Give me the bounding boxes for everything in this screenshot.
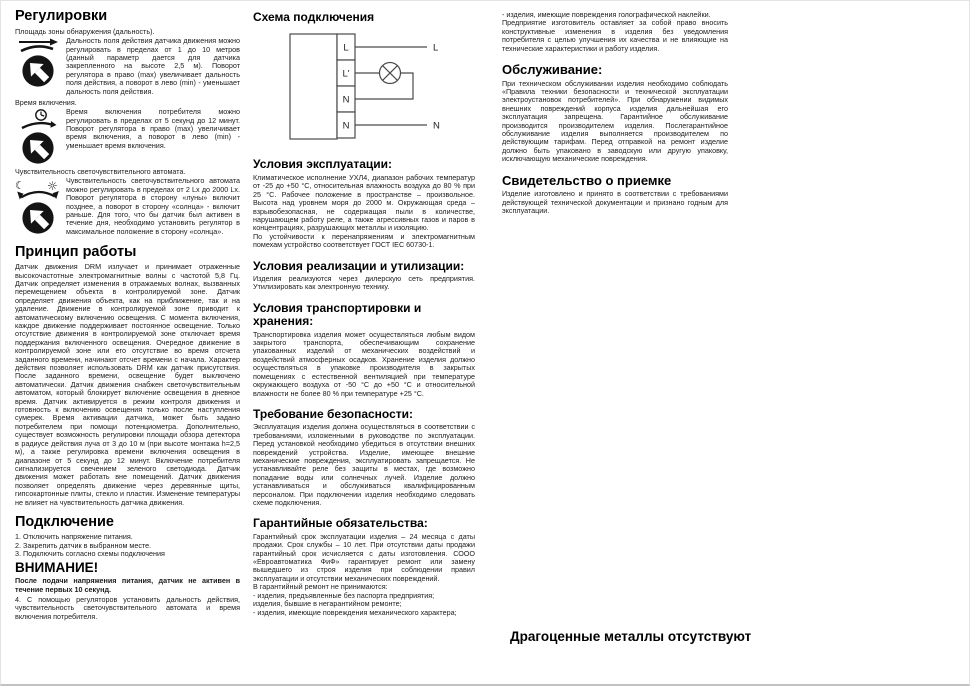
section-title-service: Обслуживание: bbox=[502, 62, 603, 78]
paragraph-operating: Климатическое исполнение УХЛ4, диапазон рабочих температур от -25 до +50 °C, относительная влажность воздуха до 80 % при 25 °C. Рабочее положение в пространстве – произвольное. Высота над уровнем моря до 2000 м. Окружающая среда – взрывобезопасная, не содержащая пыли в количестве, нарушающем работу реле, а также агрессивных газов и паров в концентрациях, разрушающих металлы и изоляцию. bbox=[253, 172, 475, 233]
wire-lamp-return bbox=[355, 73, 413, 99]
section-title-schema: Схема подключения bbox=[253, 10, 375, 24]
range-knob-icon bbox=[15, 37, 61, 96]
subheading-on-time: Время включения. bbox=[15, 97, 77, 107]
section-title-warranty: Гарантийные обязательства: bbox=[253, 516, 428, 531]
sensor-body bbox=[290, 34, 337, 139]
connection-step: 2. Закрепить датчик в выбранном месте. bbox=[15, 540, 152, 550]
section-title-operating: Условия эксплуатации: bbox=[253, 157, 392, 172]
section-title-sales: Условия реализации и утилизации: bbox=[253, 258, 465, 273]
precious-metals-note: Драгоценные металлы отсутствуют bbox=[510, 629, 752, 644]
warranty-intro: В гарантийный ремонт не принимаются: bbox=[253, 582, 388, 592]
paragraph-operating-gost: По устойчивости к перенапряжениям и электромагнитным помехам устройство соответствует ГОСТ IEC 60730-1. bbox=[253, 231, 475, 250]
regulation-row-time bbox=[15, 108, 240, 165]
terminal-label: L' bbox=[342, 68, 350, 80]
paragraph-warranty: Гарантийный срок эксплуатации изделия – 24 месяца с даты продажи. Срок службы – 10 лет. При отсутствии даты продажи гарантийный срок исчисляется с даты изготовления. СООО «Евроавтоматика ФиФ» гарантирует ремонт или замену вышедшего из строя изделия при соблюдении правил эксплуатации и отсутствии механических повреждений. bbox=[253, 531, 475, 583]
warranty-item-holo: - изделия, имеющие повреждения голографической наклейки. bbox=[502, 10, 711, 19]
section-title-connection: Подключение bbox=[15, 513, 114, 530]
paragraph-acceptance: Изделие изготовлено и принято в соответствии с требованиями действующей технической документации и признано годным для эксплуатации. bbox=[502, 189, 728, 215]
paragraph-transport: Транспортировка изделия может осуществляться любым видом закрытого транспорта, обеспечивающим сохранение упакованных изделий от механических воздействий и воздействий атмосферных осадков. Хранение изделия должно осуществляться в упаковке производителя в закрытых помещениях с естественной вентиляцией при температуре окружающего воздуха от -50 °C до +50 °C и относительной влажности не более 80 % при температуре +25 °C. bbox=[253, 329, 475, 398]
terminal-label: N bbox=[342, 120, 350, 132]
paragraph-safety: Эксплуатация изделия должна осуществляться в соответствии с требованиями, изложенными в руководстве по эксплуатации. Перед установкой необходимо убедиться в отсутствии внешних повреждений устройства. Изделие, имеющее внешние механические повреждения, эксплуатировать запрещается. Не устанавливайте реле без защиты в местах, где возможно попадание воды или солнечных лучей. Изделие должно устанавливаться и обслуживаться квалифицированным персоналом. При подключении изделия необходимо следовать схеме подключения. bbox=[253, 422, 475, 507]
connection-step: 1. Отключить напряжение питания. bbox=[15, 531, 133, 541]
wiring-diagram bbox=[253, 31, 479, 143]
section-title-regulation: Регулировки bbox=[15, 8, 108, 24]
section-title-safety: Требование безопасности: bbox=[253, 406, 414, 421]
warning-text: После подачи напряжения питания, датчик не активен в течение первых 10 секунд. bbox=[15, 576, 240, 594]
section-title-acceptance: Свидетельство о приемке bbox=[502, 172, 672, 188]
time-knob-icon bbox=[15, 108, 61, 165]
moon-icon: ☾ bbox=[15, 179, 25, 193]
connection-step: 3. Подключить согласно схемы подключения bbox=[15, 549, 165, 559]
section-title-principle: Принцип работы bbox=[15, 244, 137, 261]
column-regulation bbox=[15, 9, 240, 621]
regulation-row-range bbox=[15, 37, 240, 96]
clock-icon bbox=[16, 109, 60, 130]
paragraph-principle: Датчик движения DRM излучает и принимает отраженные высокочастотные электромагнитные волны с частотой 5,8 Гц. Датчик определяет изменения в отражаемых волнах, вызванных перемещением объекта в контролируемой зоне. Датчик определяет движения объекта, как на приближение, так и на удаление. Движение в контролируемой зоне приводит к автоматическому включению освещения. С момента включения, каждое движение поддерживает постоянное освещение. Только отсутствие движения в контролируемой зоне отключает время поддержания включенного освещения. Очередное движение в контролируемой зоне или его отсутствие во время отсчета заданного времени, начинают отсчет времени с начала. Характер действия позволяет использовать DRM как датчик присутствия. После заданного времени, освещение будет выключено автоматически. Датчик движения снабжен светочувствительным автоматом, который блокирует включение освещения в дневное время. Датчик активируется в режим контроля движения и готовность к включению освещения только после наступления сумерек. Время активации датчика, может быть задано потребителем при помощи потенциометра. Дополнительно, существует возможность регулировки площади обзора детектора в радиусе действия луча от 3 до 10 м (при высоте монтажа h=2,5 м), а также регулировка времени включения освещения в диапазоне от 5 секунд до 12 минут. Включение потребителя сигнализируется свечением зеленого светодиода. Датчик движения может работать вне помещений. Датчик движения позволяет определять движение через деревянные щиты, гипсокартонные плиты, стекло и пластик. Изменение температуры не влияет на чувствительность датчика движения. bbox=[15, 262, 240, 507]
section-title-transport: Условия транспортировки и хранения: bbox=[253, 300, 422, 329]
subheading-sensitivity: Чувствительность светочувствительного автомата. bbox=[15, 167, 186, 177]
warranty-item: изделия, бывшие в негарантийном ремонте; bbox=[253, 599, 402, 609]
column-conditions bbox=[253, 9, 475, 617]
knob-icon bbox=[21, 201, 55, 235]
lux-knob-icon bbox=[15, 177, 61, 236]
regulation-row-lux bbox=[15, 177, 240, 236]
moon-sun-icon bbox=[14, 178, 62, 200]
paragraph-lux: Чувствительность светочувствительного автомата можно регулировать в пределах от 2 Lx до 2000 Lx. Поворот регулятора в сторону «луны» включит позднее, а поворот в сторону «солнца» - включит раньше. Для того, что бы датчик был активен в течение дня, необходимо установить регулятор в максимальное положение в сторону «солнца». bbox=[66, 176, 240, 236]
paragraph-service: При техническом обслуживании изделия необходимо соблюдать «Правила техники безопасности и технической эксплуатации электроустановок потребителей». При обнаружении видимых внешних повреждений корпуса изделия дальнейшая его эксплуатация запрещена. Гарантийное обслуживание производится производителем изделия. Послегарантийное обслуживание изделия выполняется производителем по действующим тарифам. Перед отправкой на ремонт изделие должно быть упаковано в заводскую или другую упаковку, исключающую механические повреждения. bbox=[502, 78, 728, 164]
terminal-label: N bbox=[342, 94, 350, 106]
knob-icon bbox=[21, 54, 55, 88]
subheading-detection-area: Площадь зоны обнаружения (дальность). bbox=[15, 26, 155, 36]
connection-steps bbox=[15, 533, 240, 559]
warning-title: ВНИМАНИЕ! bbox=[15, 560, 99, 576]
line-label: L bbox=[433, 42, 439, 54]
paragraph-range: Дальность поля действия датчика движения можно регулировать в пределах от 1 до 10 метров (данный параметр дается для датчика закрепленного на высоте 2,5 м). Поворот регулятора в право (max) увеличивает дальность поля действия, а поворот в лево (min) - уменьшает дальность поля действия. bbox=[66, 36, 240, 96]
connection-step-4: 4. С помощью регуляторов установить дальность действия, чувствительность светочувствительного автомата и время включения потребителя. bbox=[15, 594, 240, 621]
paragraph-sales: Изделия реализуются через дилерскую сеть предприятия. Утилизировать как электронную технику. bbox=[253, 273, 475, 292]
paragraph-time: Время включения потребителя можно регулировать в пределах от 5 секунд до 12 минут. Поворот регулятора в право (max) увеличивает время включения, а поворот в лево (min) - уменьшает время включения. bbox=[66, 107, 240, 150]
knob-icon bbox=[21, 131, 55, 165]
warranty-item: - изделия, предъявленные без паспорта предприятия; bbox=[253, 590, 435, 600]
line-label: N bbox=[433, 120, 440, 132]
sun-icon: ☼ bbox=[47, 179, 58, 194]
warranty-item: - изделия, имеющие повреждения механического характера; bbox=[253, 607, 457, 617]
arrow-right-icon bbox=[16, 38, 60, 53]
column-service bbox=[502, 9, 752, 677]
terminal-label: L bbox=[343, 42, 349, 54]
paragraph-manufacturer-rights: Предприятие изготовитель оставляет за собой право вносить конструктивные изменения в изделия без уведомления потребителя с целью улучшения их качества и не влияющие на технические характеристики и работу изделия. bbox=[502, 18, 728, 53]
